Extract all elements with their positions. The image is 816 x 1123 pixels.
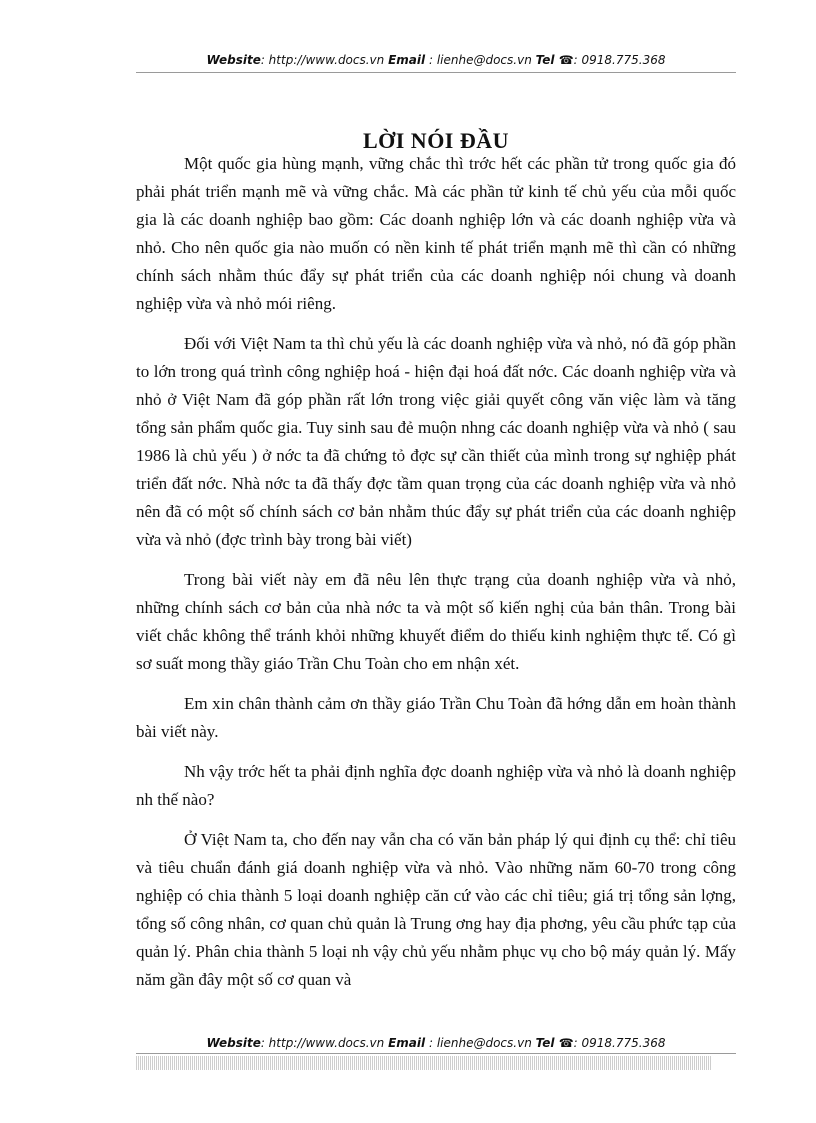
- email-value: : lienhe@docs.vn: [428, 1036, 532, 1050]
- paragraph: Ở Việt Nam ta, cho đến nay vẫn cha có văn bản pháp lý qui định cụ thể: chỉ tiêu và tiêu chuẩn đánh giá doanh nghiệp vừa và nhỏ. Vào những năm 60-70 trong công nghiệp có chia thành 5 loại doanh nghiệp căn cứ vào các chỉ tiêu; giá trị tổng sản lợng, tổng số công nhân, cơ quan chủ quản là Trung ơng hay địa phơng, yêu cầu phức tạp của quản lý. Phân chia thành 5 loại nh vậy chủ yếu nhằm phục vụ cho bộ máy quản lý. Mấy năm gần đây một số cơ quan và: [136, 830, 736, 989]
- footer-rule: [136, 1053, 736, 1054]
- website-label: Website: [206, 53, 261, 67]
- footer-hatch-bar: [136, 1056, 712, 1070]
- paragraph: Em xin chân thành cảm ơn thầy giáo Trần Chu Toàn đã hớng dẫn em hoàn thành bài viết này.: [136, 694, 736, 741]
- paragraph: Một quốc gia hùng mạnh, vững chắc thì trớc hết các phần tử trong quốc gia đó phải phát triển mạnh mẽ và vững chắc. Mà các phần tử kinh tế chủ yếu của mỗi quốc gia là các doanh nghiệp bao gồm: Các doanh nghiệp lớn và các doanh nghiệp vừa và nhỏ. Cho nên quốc gia nào muốn có nền kinh tế phát triển mạnh mẽ thì cần có những chính sách nhằm thúc đẩy sự phát triển của các doanh nghiệp nói chung và doanh nghiệp vừa và nhỏ mói riêng.: [136, 154, 736, 313]
- tel-value: : 0918.775.368: [573, 53, 666, 67]
- paragraph: Nh vậy trớc hết ta phải định nghĩa đợc doanh nghiệp vừa và nhỏ là doanh nghiệp nh thế nào?: [136, 762, 736, 809]
- website-label: Website: [206, 1036, 261, 1050]
- paragraph: Trong bài viết này em đã nêu lên thực trạng của doanh nghiệp vừa và nhỏ, những chính sách cơ bản của nhà nớc ta và một số kiến nghị của bản thân. Trong bài viết chắc không thể tránh khỏi những khuyết điểm do thiếu kinh nghiệm thực tế. Có gì sơ suất mong thầy giáo Trần Chu Toàn cho em nhận xét.: [136, 570, 736, 673]
- header-rule: [136, 72, 736, 73]
- website-value: : http://www.docs.vn: [260, 53, 385, 67]
- email-label: Email: [388, 53, 426, 67]
- tel-label: Tel ☎: [535, 53, 574, 67]
- email-value: : lienhe@docs.vn: [428, 53, 532, 67]
- page-footer: [136, 1036, 736, 1050]
- website-value: : http://www.docs.vn: [260, 1036, 385, 1050]
- page-header: [136, 53, 736, 67]
- paragraph: Đối với Việt Nam ta thì chủ yếu là các doanh nghiệp vừa và nhỏ, nó đã góp phần to lớn trong quá trình công nghiệp hoá - hiện đại hoá đất nớc. Các doanh nghiệp vừa và nhỏ ở Việt Nam đã góp phần rất lớn trong việc giải quyết công văn việc làm và tăng tổng sản phẩm quốc gia. Tuy sinh sau đẻ muộn nhng các doanh nghiệp vừa và nhỏ ( sau 1986 là chủ yếu ) ở nớc ta đã chứng tỏ đợc sự cần thiết của mình trong sự nghiệp phát triển đất nớc. Nhà nớc ta đã thấy đợc tầm quan trọng của các doanh nghiệp vừa và nhỏ nên đã có một số chính sách cơ bản nhằm thúc đẩy sự phát triển của các doanh nghiệp vừa và nhỏ (đợc trình bày trong bài viết): [136, 334, 736, 549]
- tel-label: Tel ☎: [535, 1036, 574, 1050]
- document-body: [136, 150, 736, 1006]
- tel-value: : 0918.775.368: [573, 1036, 666, 1050]
- page-title: LỜI NÓI ĐẦU: [362, 128, 510, 153]
- email-label: Email: [388, 1036, 426, 1050]
